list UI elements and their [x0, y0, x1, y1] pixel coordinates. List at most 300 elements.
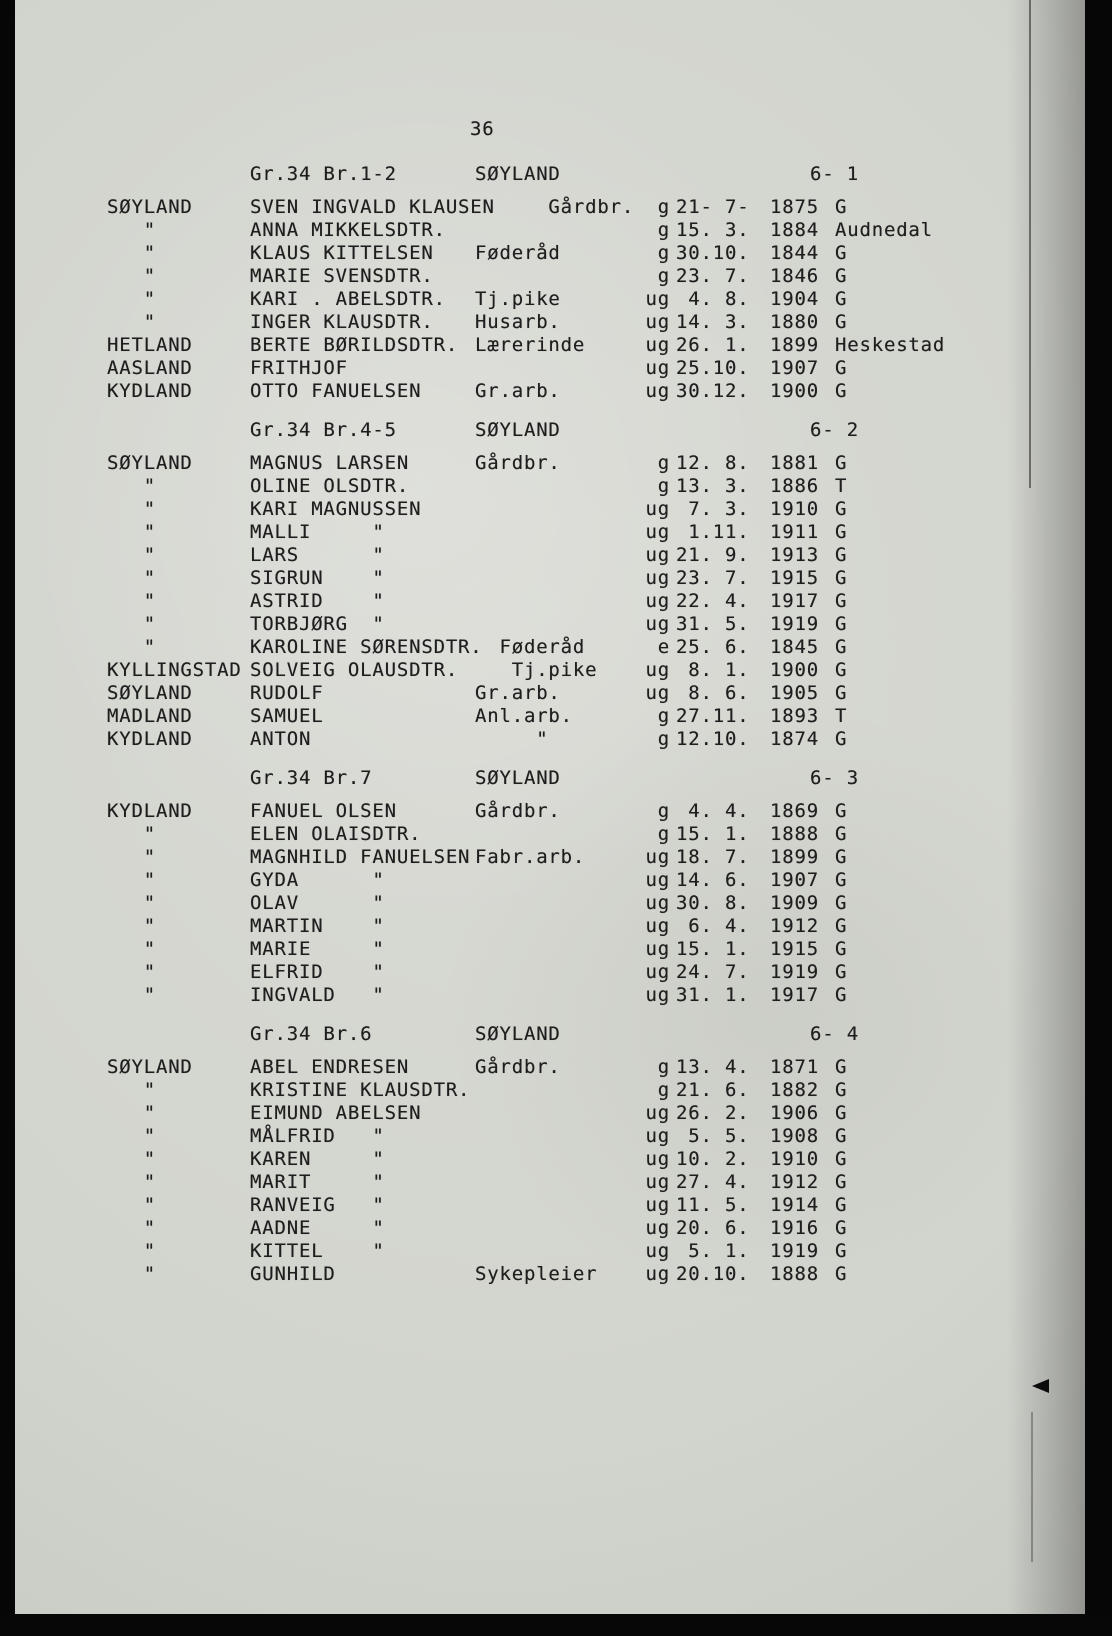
cell-name: ANTON — [250, 728, 312, 750]
cell-name: EIMUND ABELSEN — [250, 1102, 422, 1124]
cell-place: " — [107, 961, 156, 983]
cell-occupation — [475, 1240, 640, 1263]
cell-status: g — [657, 705, 670, 727]
cell-note: G — [835, 1217, 848, 1239]
cell-place: " — [107, 1171, 156, 1193]
cell-note: G — [835, 984, 848, 1006]
section-rows — [107, 452, 1037, 751]
cell-year: 1846 — [770, 265, 819, 287]
cell-status: ug — [645, 498, 670, 520]
cell-status: ug — [645, 1148, 670, 1170]
cell-place: " — [107, 846, 156, 868]
table-row — [107, 1171, 1037, 1194]
cell-status: ug — [645, 892, 670, 914]
cell-note: G — [835, 846, 848, 868]
cell-date: 23. 7. — [676, 265, 750, 287]
cell-status: ug — [645, 544, 670, 566]
cell-name: SAMUEL — [250, 705, 324, 727]
cell-note: G — [835, 869, 848, 891]
cell-date: 31. 5. — [676, 613, 750, 635]
cell-status: g — [657, 452, 670, 474]
cell-year: 1919 — [770, 613, 819, 635]
scan-artifact-arrow — [1032, 1379, 1049, 1393]
cell-year: 1912 — [770, 915, 819, 937]
cell-note: G — [835, 452, 848, 474]
cell-date: 25.10. — [676, 357, 750, 379]
cell-status: g — [657, 800, 670, 822]
cell-date: 12. 8. — [676, 452, 750, 474]
cell-date: 6. 4. — [676, 915, 750, 937]
section-ref-label: 6- 2 — [810, 419, 859, 441]
cell-occupation: Gr.arb. — [475, 682, 561, 704]
table-row — [107, 1148, 1037, 1171]
cell-status: g — [657, 196, 670, 218]
table-row — [107, 590, 1037, 613]
cell-place: " — [107, 590, 156, 612]
cell-occupation — [475, 357, 640, 380]
table-row — [107, 869, 1037, 892]
cell-note: G — [835, 800, 848, 822]
cell-place: HETLAND — [107, 334, 193, 356]
cell-name: MARTIN " — [250, 915, 385, 937]
cell-note: T — [835, 705, 848, 727]
cell-occupation: Gårdbr. — [475, 196, 635, 218]
header-spacer — [107, 419, 250, 442]
cell-year: 1886 — [770, 475, 819, 497]
cell-occupation — [475, 567, 640, 590]
cell-note: G — [835, 196, 848, 218]
cell-name: KRISTINE KLAUSDTR. — [250, 1079, 471, 1101]
cell-date: 15. 3. — [676, 219, 750, 241]
cell-name: ELFRID " — [250, 961, 385, 983]
cell-year: 1900 — [770, 659, 819, 681]
cell-note: G — [835, 892, 848, 914]
cell-occupation — [475, 823, 640, 846]
cell-date: 12.10. — [676, 728, 750, 750]
table-row — [107, 357, 1037, 380]
cell-year: 1911 — [770, 521, 819, 543]
cell-occupation — [475, 544, 640, 567]
cell-date: 15. 1. — [676, 938, 750, 960]
cell-occupation — [475, 938, 640, 961]
cell-occupation — [475, 984, 640, 1007]
cell-year: 1916 — [770, 1217, 819, 1239]
header-spacer — [107, 163, 250, 186]
cell-name: MAGNUS LARSEN — [250, 452, 410, 474]
table-row — [107, 659, 1037, 682]
table-row — [107, 682, 1037, 705]
cell-status: ug — [645, 521, 670, 543]
cell-status: g — [657, 823, 670, 845]
cell-year: 1899 — [770, 334, 819, 356]
cell-date: 8. 1. — [676, 659, 750, 681]
cell-place: " — [107, 567, 156, 589]
cell-year: 1915 — [770, 567, 819, 589]
table-row — [107, 380, 1037, 403]
table-row — [107, 1263, 1037, 1286]
cell-status: ug — [645, 1194, 670, 1216]
cell-occupation: Fabr.arb. — [475, 846, 586, 868]
cell-occupation — [475, 915, 640, 938]
cell-status: ug — [645, 846, 670, 868]
table-row — [107, 498, 1037, 521]
cell-place: " — [107, 1125, 156, 1147]
section-rows — [107, 1056, 1037, 1286]
section-group-label: Gr.34 Br.1-2 — [250, 163, 397, 185]
table-row — [107, 196, 1037, 219]
table-row — [107, 288, 1037, 311]
cell-status: g — [657, 728, 670, 750]
cell-year: 1899 — [770, 846, 819, 868]
cell-status: g — [657, 242, 670, 264]
cell-note: G — [835, 1079, 848, 1101]
cell-place: " — [107, 242, 156, 264]
table-row — [107, 311, 1037, 334]
cell-note: G — [835, 682, 848, 704]
cell-status: ug — [645, 357, 670, 379]
cell-note: G — [835, 613, 848, 635]
cell-status: ug — [645, 1263, 670, 1285]
cell-occupation: " — [475, 728, 549, 750]
cell-note: G — [835, 521, 848, 543]
census-section — [107, 163, 1037, 403]
cell-date: 21. 6. — [676, 1079, 750, 1101]
cell-year: 1908 — [770, 1125, 819, 1147]
cell-date: 10. 2. — [676, 1148, 750, 1170]
cell-year: 1906 — [770, 1102, 819, 1124]
cell-note: G — [835, 590, 848, 612]
cell-occupation: Sykepleier — [475, 1263, 598, 1285]
cell-place: KYDLAND — [107, 380, 193, 402]
cell-name: RUDOLF — [250, 682, 324, 704]
cell-note: G — [835, 380, 848, 402]
cell-note: G — [835, 1171, 848, 1193]
cell-name: KAROLINE SØRENSDTR. — [250, 636, 483, 658]
cell-date: 11. 5. — [676, 1194, 750, 1216]
cell-note: G — [835, 544, 848, 566]
census-sections — [107, 163, 1037, 1286]
cell-place: " — [107, 636, 156, 658]
cell-date: 8. 6. — [676, 682, 750, 704]
cell-note: G — [835, 265, 848, 287]
cell-date: 15. 1. — [676, 823, 750, 845]
cell-name: AADNE " — [250, 1217, 385, 1239]
cell-name: SVEN INGVALD KLAUSEN — [250, 196, 495, 218]
cell-status: ug — [645, 938, 670, 960]
table-row — [107, 823, 1037, 846]
cell-place: " — [107, 1240, 156, 1262]
cell-occupation — [475, 892, 640, 915]
cell-name: GUNHILD — [250, 1263, 336, 1285]
cell-note: G — [835, 1240, 848, 1262]
section-group-label: Gr.34 Br.4-5 — [250, 419, 397, 441]
table-row — [107, 219, 1037, 242]
section-ref-label: 6- 3 — [810, 767, 859, 789]
cell-occupation — [475, 498, 640, 521]
cell-place: " — [107, 521, 156, 543]
cell-place: " — [107, 1148, 156, 1170]
section-ref-label: 6- 1 — [810, 163, 859, 185]
section-place-label: SØYLAND — [475, 419, 561, 441]
cell-name: KITTEL " — [250, 1240, 385, 1262]
cell-place: " — [107, 311, 156, 333]
table-row — [107, 521, 1037, 544]
paper-sheet — [15, 0, 1085, 1614]
cell-year: 1871 — [770, 1056, 819, 1078]
cell-year: 1917 — [770, 984, 819, 1006]
cell-name: KLAUS KITTELSEN — [250, 242, 434, 264]
cell-note: G — [835, 938, 848, 960]
cell-place: " — [107, 1263, 156, 1285]
cell-name: OTTO FANUELSEN — [250, 380, 422, 402]
cell-place: " — [107, 892, 156, 914]
cell-occupation: Føderåd — [475, 242, 561, 264]
cell-occupation — [475, 1102, 640, 1125]
cell-status: e — [657, 636, 670, 658]
table-row — [107, 961, 1037, 984]
cell-note: G — [835, 1148, 848, 1170]
header-spacer — [107, 1023, 250, 1046]
cell-status: g — [657, 1056, 670, 1078]
cell-name: KAREN " — [250, 1148, 385, 1170]
cell-name: MAGNHILD FANUELSEN — [250, 846, 471, 868]
cell-date: 26. 2. — [676, 1102, 750, 1124]
table-row — [107, 1056, 1037, 1079]
cell-place: " — [107, 613, 156, 635]
cell-name: TORBJØRG " — [250, 613, 385, 635]
cell-place: " — [107, 1102, 156, 1124]
cell-place: " — [107, 1217, 156, 1239]
cell-note: G — [835, 961, 848, 983]
cell-occupation — [475, 961, 640, 984]
cell-place: " — [107, 915, 156, 937]
cell-status: ug — [645, 311, 670, 333]
table-row — [107, 544, 1037, 567]
cell-occupation — [475, 613, 640, 636]
cell-name: SIGRUN " — [250, 567, 385, 589]
cell-year: 1888 — [770, 823, 819, 845]
cell-occupation: Anl.arb. — [475, 705, 573, 727]
cell-name: ABEL ENDRESEN — [250, 1056, 410, 1078]
table-row — [107, 892, 1037, 915]
cell-name: OLINE OLSDTR. — [250, 475, 410, 497]
cell-status: ug — [645, 380, 670, 402]
cell-occupation: Husarb. — [475, 311, 561, 333]
cell-year: 1909 — [770, 892, 819, 914]
cell-note: G — [835, 567, 848, 589]
cell-place: " — [107, 219, 156, 241]
cell-status: ug — [645, 567, 670, 589]
table-row — [107, 938, 1037, 961]
cell-place: " — [107, 475, 156, 497]
cell-status: g — [657, 475, 670, 497]
census-section — [107, 419, 1037, 751]
cell-note: G — [835, 242, 848, 264]
cell-status: ug — [645, 334, 670, 356]
cell-occupation: Tj.pike — [475, 288, 561, 310]
cell-year: 1869 — [770, 800, 819, 822]
cell-note: G — [835, 659, 848, 681]
cell-date: 23. 7. — [676, 567, 750, 589]
cell-date: 5. 5. — [676, 1125, 750, 1147]
cell-date: 30.12. — [676, 380, 750, 402]
cell-note: G — [835, 1102, 848, 1124]
cell-name: SOLVEIG OLAUSDTR. — [250, 659, 459, 681]
table-row — [107, 728, 1037, 751]
cell-note: T — [835, 475, 848, 497]
cell-note: G — [835, 498, 848, 520]
cell-year: 1845 — [770, 636, 819, 658]
cell-name: BERTE BØRILDSDTR. — [250, 334, 459, 356]
cell-status: g — [657, 265, 670, 287]
census-section — [107, 1023, 1037, 1286]
section-header — [107, 419, 1037, 442]
cell-place: SØYLAND — [107, 1056, 193, 1078]
cell-status: ug — [645, 869, 670, 891]
cell-status: ug — [645, 1171, 670, 1193]
cell-place: " — [107, 938, 156, 960]
cell-year: 1917 — [770, 590, 819, 612]
cell-name: ASTRID " — [250, 590, 385, 612]
cell-note: G — [835, 915, 848, 937]
cell-occupation — [475, 265, 640, 288]
cell-occupation: Føderåd — [475, 636, 586, 658]
cell-year: 1844 — [770, 242, 819, 264]
cell-date: 1.11. — [676, 521, 750, 543]
cell-name: MARIE " — [250, 938, 385, 960]
cell-date: 30.10. — [676, 242, 750, 264]
section-ref-label: 6- 4 — [810, 1023, 859, 1045]
cell-occupation — [475, 1194, 640, 1217]
census-page-content — [107, 118, 1037, 1286]
cell-date: 18. 7. — [676, 846, 750, 868]
table-row — [107, 1217, 1037, 1240]
section-group-label: Gr.34 Br.6 — [250, 1023, 373, 1045]
table-row — [107, 846, 1037, 869]
cell-note: G — [835, 1056, 848, 1078]
cell-occupation — [475, 219, 640, 242]
cell-occupation — [475, 869, 640, 892]
cell-occupation — [475, 1125, 640, 1148]
table-row — [107, 1125, 1037, 1148]
cell-place: SØYLAND — [107, 196, 193, 218]
table-row — [107, 984, 1037, 1007]
cell-place: " — [107, 544, 156, 566]
cell-name: OLAV " — [250, 892, 385, 914]
table-row — [107, 1102, 1037, 1125]
section-group-label: Gr.34 Br.7 — [250, 767, 373, 789]
cell-name: KARI MAGNUSSEN — [250, 498, 422, 520]
cell-date: 20. 6. — [676, 1217, 750, 1239]
cell-date: 30. 8. — [676, 892, 750, 914]
cell-place: " — [107, 823, 156, 845]
cell-occupation: Gårdbr. — [475, 800, 561, 822]
cell-year: 1910 — [770, 498, 819, 520]
cell-occupation — [475, 590, 640, 613]
cell-place: KYLLINGSTAD — [107, 659, 242, 681]
cell-year: 1914 — [770, 1194, 819, 1216]
section-header — [107, 1023, 1037, 1046]
cell-status: ug — [645, 915, 670, 937]
cell-year: 1874 — [770, 728, 819, 750]
cell-date: 25. 6. — [676, 636, 750, 658]
cell-note: G — [835, 311, 848, 333]
table-row — [107, 567, 1037, 590]
cell-status: ug — [645, 984, 670, 1006]
section-rows — [107, 800, 1037, 1007]
cell-place: SØYLAND — [107, 452, 193, 474]
section-place-label: SØYLAND — [475, 163, 561, 185]
cell-year: 1881 — [770, 452, 819, 474]
cell-year: 1882 — [770, 1079, 819, 1101]
cell-date: 5. 1. — [676, 1240, 750, 1262]
cell-date: 4. 8. — [676, 288, 750, 310]
cell-status: g — [657, 1079, 670, 1101]
cell-place: " — [107, 1079, 156, 1101]
cell-year: 1919 — [770, 961, 819, 983]
cell-year: 1900 — [770, 380, 819, 402]
cell-place: " — [107, 984, 156, 1006]
cell-note: G — [835, 728, 848, 750]
table-row — [107, 242, 1037, 265]
section-header — [107, 767, 1037, 790]
cell-place: " — [107, 288, 156, 310]
cell-occupation: Lærerinde — [475, 334, 586, 356]
cell-note: G — [835, 1125, 848, 1147]
cell-name: MÅLFRID " — [250, 1125, 385, 1147]
cell-place: SØYLAND — [107, 682, 193, 704]
page-number: 36 — [470, 118, 495, 140]
table-row — [107, 1079, 1037, 1102]
cell-date: 13. 3. — [676, 475, 750, 497]
cell-name: FANUEL OLSEN — [250, 800, 397, 822]
cell-note: G — [835, 288, 848, 310]
cell-date: 21. 9. — [676, 544, 750, 566]
cell-name: INGER KLAUSDTR. — [250, 311, 434, 333]
cell-occupation: Tj.pike — [475, 659, 598, 681]
cell-year: 1913 — [770, 544, 819, 566]
table-row — [107, 1240, 1037, 1263]
cell-status: ug — [645, 659, 670, 681]
cell-status: ug — [645, 1102, 670, 1124]
cell-occupation: Gårdbr. — [475, 1056, 561, 1078]
cell-note: G — [835, 823, 848, 845]
cell-name: LARS " — [250, 544, 385, 566]
cell-year: 1919 — [770, 1240, 819, 1262]
cell-date: 31. 1. — [676, 984, 750, 1006]
cell-occupation — [475, 475, 640, 498]
table-row — [107, 265, 1037, 288]
cell-date: 21- 7- — [676, 196, 750, 218]
cell-occupation: Gårdbr. — [475, 452, 561, 474]
cell-note: G — [835, 357, 848, 379]
cell-date: 14. 6. — [676, 869, 750, 891]
cell-occupation: Gr.arb. — [475, 380, 561, 402]
section-header — [107, 163, 1037, 186]
cell-date: 26. 1. — [676, 334, 750, 356]
cell-year: 1880 — [770, 311, 819, 333]
cell-place: KYDLAND — [107, 728, 193, 750]
cell-place: AASLAND — [107, 357, 193, 379]
table-row — [107, 800, 1037, 823]
cell-status: ug — [645, 590, 670, 612]
cell-date: 20.10. — [676, 1263, 750, 1285]
cell-place: " — [107, 1194, 156, 1216]
cell-status: ug — [645, 1240, 670, 1262]
cell-status: g — [657, 219, 670, 241]
cell-place: " — [107, 265, 156, 287]
cell-status: ug — [645, 613, 670, 635]
